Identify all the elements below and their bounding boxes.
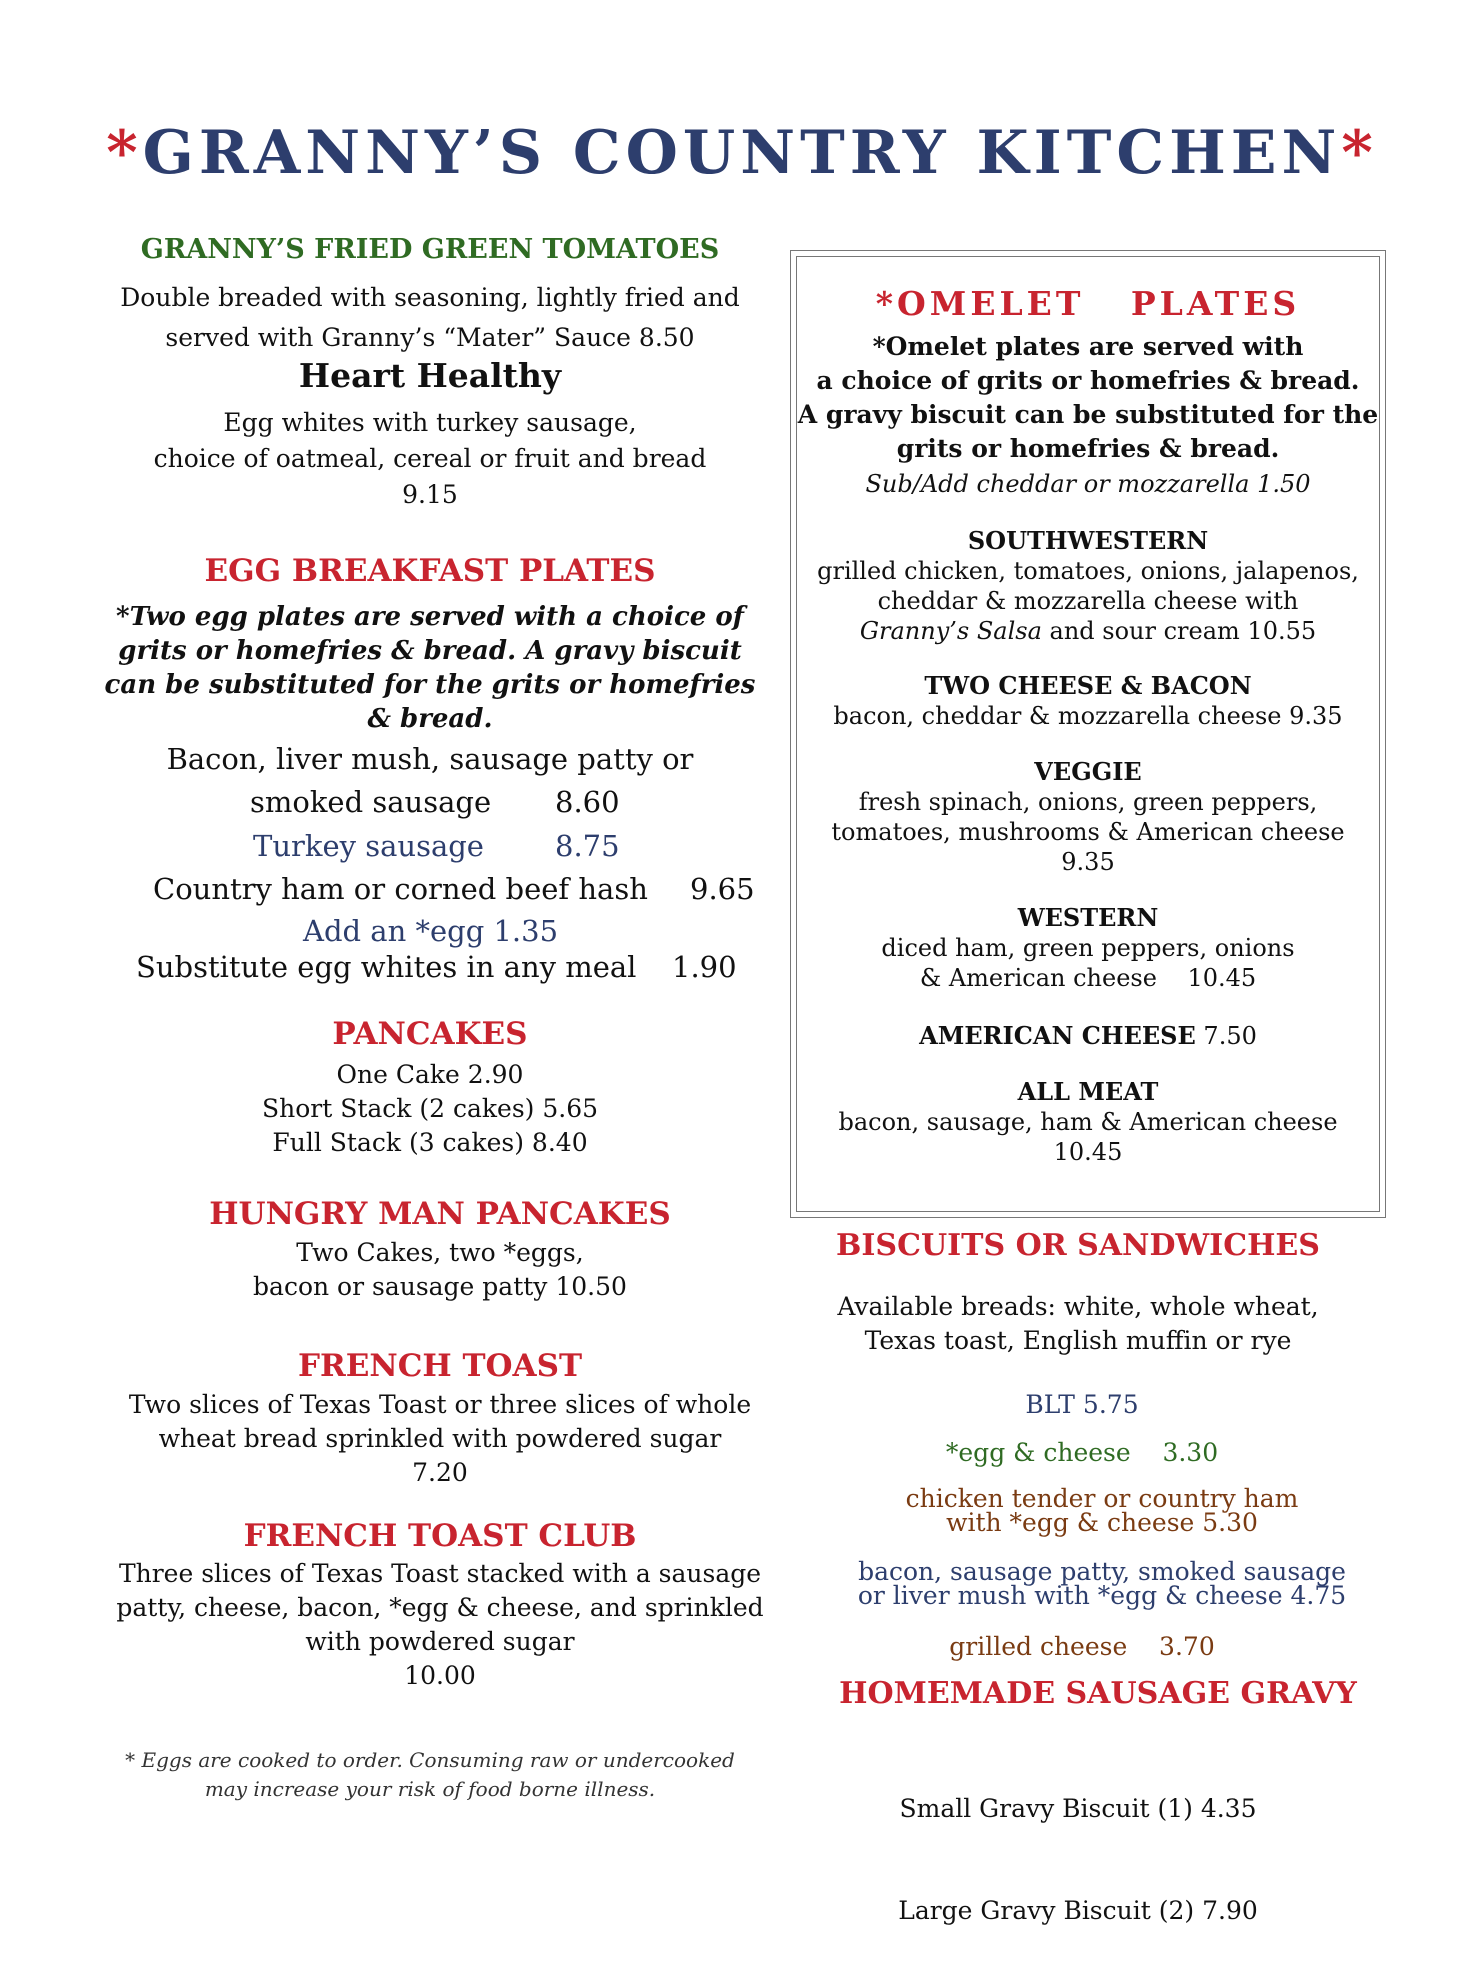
description-line: Available breads: white, whole wheat, <box>837 1292 1319 1321</box>
substitute-egg-whites: Substitute egg whites in any meal <box>136 950 637 984</box>
description-line: with *egg & cheese 5.30 <box>946 1508 1258 1537</box>
menu-item: One Cake 2.90 <box>336 1060 524 1089</box>
green-tomatoes-heading: GRANNY’S FRIED GREEN TOMATOES <box>140 234 720 265</box>
price: 9.35 <box>1061 848 1115 876</box>
omelet-name: SOUTHWESTERN <box>967 526 1209 555</box>
description-line: Egg whites with turkey sausage, <box>223 408 637 437</box>
omelet-veggie <box>790 757 1386 877</box>
salsa-name: Granny’s Salsa <box>859 617 1042 645</box>
description-line: bacon or sausage patty 10.50 <box>253 1272 627 1301</box>
price: 9.15 <box>402 480 458 509</box>
egg-plate-item-smoked-sausage: smoked sausage <box>250 785 492 819</box>
title-star-left: * <box>106 118 143 188</box>
omelet-southwestern <box>790 526 1386 646</box>
price: 8.75 <box>555 829 620 863</box>
description-line: wheat bread sprinkled with powdered sugar <box>158 1424 722 1453</box>
description-line: chicken tender or country ham <box>905 1484 1299 1513</box>
green-tomatoes-description <box>90 278 770 358</box>
menu-item: Small Gravy Biscuit (1) 4.35 <box>899 1794 1257 1823</box>
omelet-heading: *OMELET PLATES <box>875 284 1301 323</box>
hungry-man-heading: HUNGRY MAN PANCAKES <box>209 1196 671 1232</box>
note-line: a choice of grits or homefries & bread. <box>816 366 1360 395</box>
price: 9.65 <box>690 872 755 906</box>
biscuit-item-chicken-ham <box>804 1484 1400 1537</box>
description-line: grilled chicken, tomatoes, onions, jalapenos, <box>817 557 1359 585</box>
omelet-name: ALL MEAT <box>1017 1077 1159 1106</box>
egg-plates-heading: EGG BREAKFAST PLATES <box>204 553 656 589</box>
french-toast-club-heading: FRENCH TOAST CLUB <box>243 1518 637 1554</box>
french-toast-heading: FRENCH TOAST <box>297 1348 583 1384</box>
note-line: grits or homefries & bread. <box>896 434 1280 463</box>
omelet-name: VEGGIE <box>1034 757 1142 786</box>
pancakes-list <box>90 1058 770 1160</box>
disclaimer-line: * Eggs are cooked to order. Consuming raw or undercooked <box>125 1748 735 1772</box>
price: 7.50 <box>1203 1022 1257 1050</box>
description-line: fresh spinach, onions, green peppers, <box>858 788 1318 816</box>
pancakes-heading: PANCAKES <box>332 1016 528 1052</box>
description-line: & American cheese 10.45 <box>919 964 1257 992</box>
description-line: bacon, cheddar & mozzarella cheese 9.35 <box>833 702 1343 730</box>
menu-item: Full Stack (3 cakes) 8.40 <box>272 1128 588 1157</box>
biscuit-item-egg-cheese: *egg & cheese 3.30 <box>945 1438 1219 1467</box>
price: 1.90 <box>672 950 737 984</box>
gravy-heading: HOMEMADE SAUSAGE GRAVY <box>839 1676 1357 1711</box>
egg-plates-note <box>90 600 770 736</box>
omelet-note <box>790 330 1386 466</box>
description-line: Three slices of Texas Toast stacked with a sausage <box>118 1559 762 1588</box>
description-line: bacon, sausage patty, smoked sausage <box>858 1557 1346 1586</box>
note-line: *Two egg plates are served with a choice of <box>116 602 744 632</box>
biscuit-item-bacon-sausage <box>804 1557 1400 1610</box>
add-egg: Add an *egg 1.35 <box>303 914 559 948</box>
price: 8.60 <box>555 785 620 819</box>
note-line: grits or homefries & bread. A gravy biscuit <box>118 636 742 666</box>
egg-plate-item-ham: Country ham or corned beef hash <box>153 872 648 906</box>
omelet-sub-add: Sub/Add cheddar or mozzarella 1.50 <box>865 470 1311 498</box>
biscuit-item-blt: BLT 5.75 <box>1025 1390 1139 1419</box>
omelet-name: WESTERN <box>1017 903 1159 932</box>
omelet-two-cheese-bacon <box>790 671 1386 731</box>
menu-item: Large Gravy Biscuit (2) 7.90 <box>898 1896 1258 1925</box>
heart-healthy-heading: Heart Healthy <box>298 356 562 395</box>
omelet-all-meat <box>790 1077 1386 1167</box>
egg-plate-item-turkey: Turkey sausage <box>253 829 484 863</box>
description-line: Two slices of Texas Toast or three slices of whole <box>128 1390 752 1419</box>
note-line: A gravy biscuit can be substituted for the <box>797 400 1379 429</box>
description-line: served with Granny’s “Mater” Sauce 8.50 <box>165 323 695 352</box>
price: 10.00 <box>404 1661 476 1690</box>
available-breads <box>780 1290 1376 1358</box>
french-toast-club-description <box>90 1557 790 1693</box>
description-rest: and sour cream 10.55 <box>1041 617 1317 645</box>
price: 7.20 <box>412 1458 468 1487</box>
page-title <box>0 118 1484 188</box>
french-toast-description <box>90 1388 790 1490</box>
description-line: Texas toast, English muffin or rye <box>864 1326 1292 1355</box>
description-line: choice of oatmeal, cereal or fruit and bread <box>153 444 707 473</box>
biscuits-heading: BISCUITS OR SANDWICHES <box>836 1228 1320 1263</box>
description-line: with powdered sugar <box>305 1627 575 1656</box>
description-line: Double breaded with seasoning, lightly fried and <box>120 283 740 312</box>
note-line: can be substituted for the grits or homefries <box>104 670 756 700</box>
omelet-american-cheese <box>790 1021 1386 1051</box>
description-line: cheddar & mozzarella cheese with <box>877 587 1299 615</box>
heart-healthy-description <box>90 405 770 513</box>
biscuit-item-grilled-cheese: grilled cheese 3.70 <box>949 1632 1215 1661</box>
title-star-right: * <box>1341 118 1378 188</box>
description-line: Two Cakes, two *eggs, <box>296 1238 584 1267</box>
note-line: *Omelet plates are served with <box>872 332 1304 361</box>
omelet-name: TWO CHEESE & BACON <box>924 671 1252 700</box>
food-safety-disclaimer <box>80 1746 780 1804</box>
price: 10.45 <box>1053 1138 1123 1166</box>
menu-item: Short Stack (2 cakes) 5.65 <box>261 1094 599 1123</box>
disclaimer-line: may increase your risk of food borne illness. <box>204 1777 656 1801</box>
description-line: diced ham, green peppers, onions <box>881 934 1295 962</box>
description-line: tomatoes, mushrooms & American cheese <box>831 818 1345 846</box>
gravy-list <box>780 1724 1376 1962</box>
hungry-man-description <box>90 1236 790 1304</box>
description-line: bacon, sausage, ham & American cheese <box>838 1108 1338 1136</box>
description-line: or liver mush with *egg & cheese 4.75 <box>857 1581 1347 1610</box>
omelet-name: AMERICAN CHEESE <box>919 1021 1196 1050</box>
note-line: & bread. <box>367 704 493 734</box>
description-line <box>790 616 1386 646</box>
egg-plate-item-bacon: Bacon, liver mush, sausage patty or <box>166 742 694 776</box>
omelet-western <box>790 903 1386 993</box>
title-text: GRANNY’S COUNTRY KITCHEN <box>142 118 1342 188</box>
description-line: patty, cheese, bacon, *egg & cheese, and sprinkled <box>116 1593 764 1622</box>
